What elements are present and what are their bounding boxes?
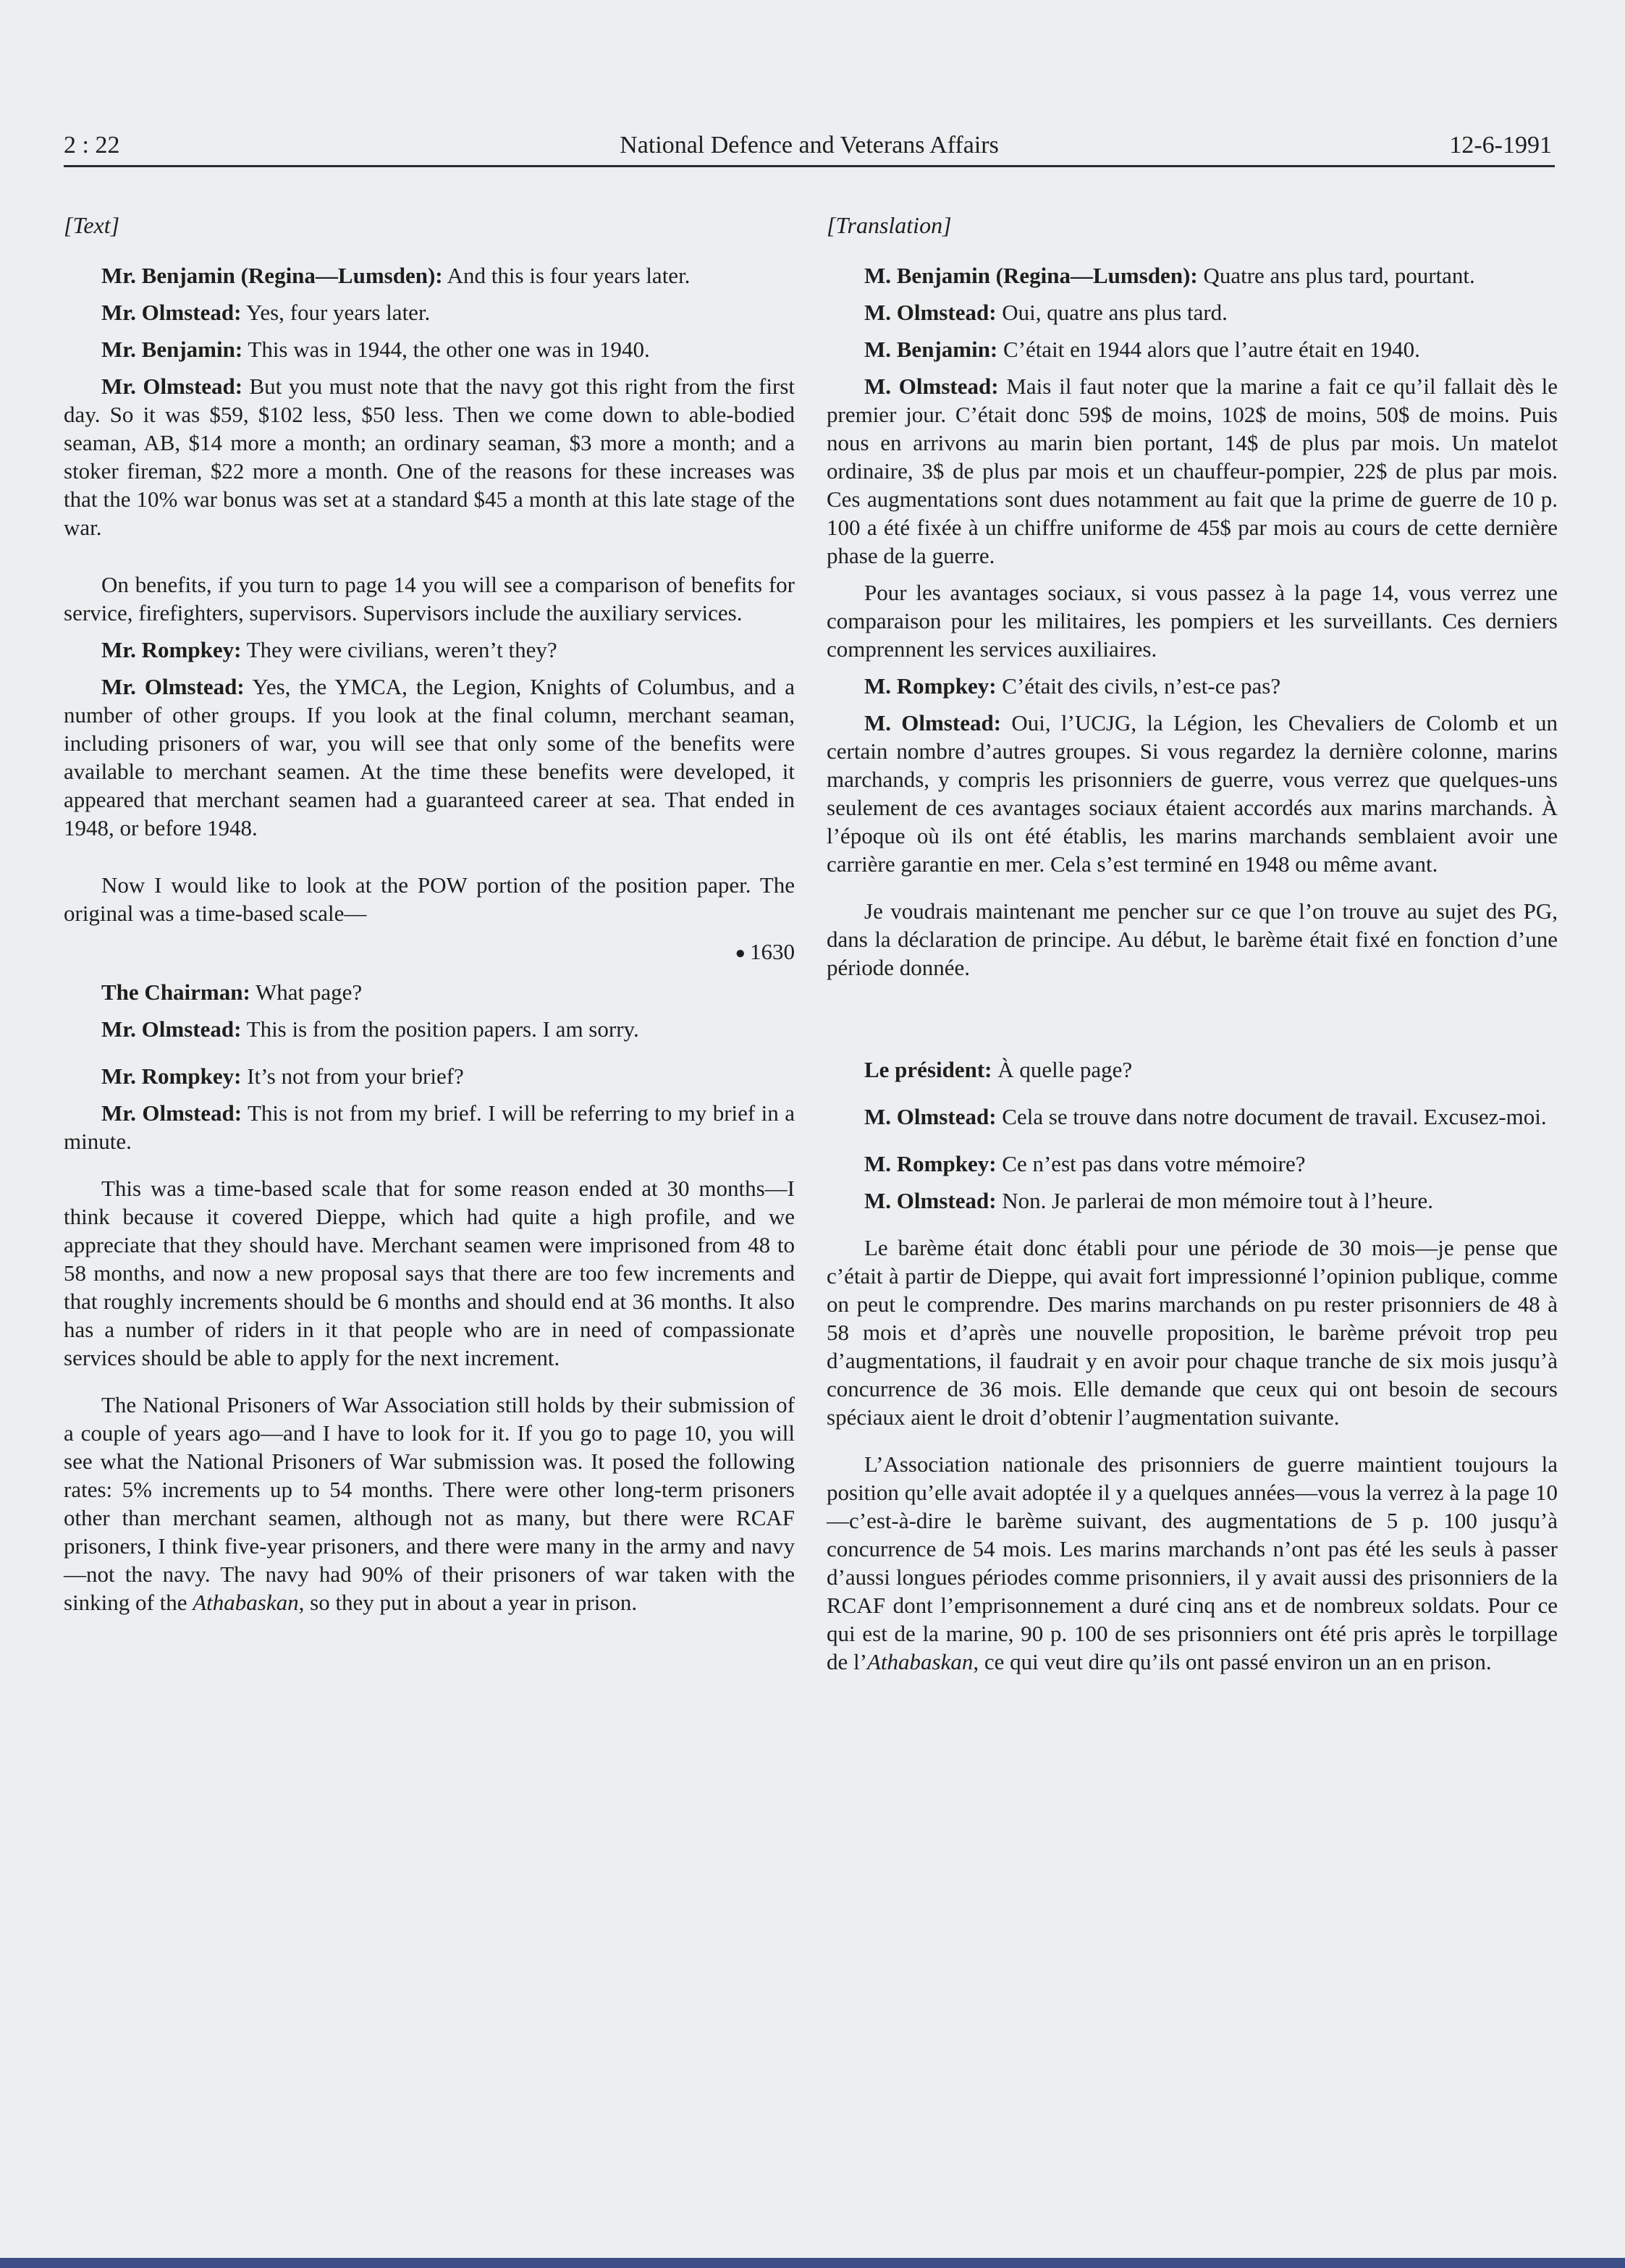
- paragraph-text: It’s not from your brief?: [241, 1063, 464, 1089]
- speaker-name: Mr. Rompkey:: [101, 637, 242, 662]
- speaker-name: The Chairman:: [101, 979, 250, 1006]
- speaker-name: Mr. Benjamin:: [101, 337, 243, 362]
- paragraph-text: But you must note that the navy got this right from the first day. So it was $59, $102 less, $50 less. Then we come down to able-bodied seaman, AB, $14 more a month; an ordinary seaman, $3 more a month; and a stoker fireman, $22 more a month. One of the reasons for these increases was that the 10% war bonus was set at a standard $45 a month at this late stage of the war.: [64, 374, 795, 540]
- speaker-name: Mr. Olmstead:: [101, 374, 243, 399]
- ship-name: Athabaskan: [866, 1649, 974, 1674]
- transcript-paragraph: [64, 298, 795, 326]
- transcript-paragraph: [64, 871, 795, 927]
- speaker-name: Mr. Olmstead:: [101, 674, 245, 699]
- paragraph-text: Le barème était donc établi pour une période de 30 mois—je pense que c’était à partir de Dieppe, qui avait fort impressionné l’opinion publique, comme on peut le comprendre. Des marins marchands on pu rester prisonniers de 48 à 58 mois et d’après une nouvelle proposition, le barème prévoit trop peu d’augmentations, il faudrait y en avoir pour chaque tranche de six mois jusqu’à concurrence de 36 mois. Elle demande que ceux qui ont besoin de secours spéciaux aient le droit d’obtenir l’augmentation suivante.: [827, 1235, 1558, 1430]
- running-header: [64, 127, 1555, 168]
- transcript-paragraph: [827, 335, 1558, 363]
- transcript-paragraph: [827, 372, 1558, 570]
- transcript-paragraph: [64, 261, 795, 290]
- english-column: [64, 211, 795, 1625]
- paragraph-text: They were civilians, weren’t they?: [241, 637, 557, 662]
- paragraph-text: À quelle page?: [992, 1057, 1133, 1082]
- speaker-name: M. Benjamin (Regina—Lumsden):: [864, 263, 1198, 288]
- transcript-paragraph: [64, 673, 795, 842]
- transcript-paragraph: [64, 1099, 795, 1155]
- transcript-paragraph: [64, 1174, 795, 1372]
- speaker-name: M. Rompkey:: [864, 1151, 997, 1176]
- speaker-name: Mr. Olmstead:: [101, 1016, 242, 1042]
- column-tag: [Text]: [64, 212, 120, 238]
- transcript-paragraph: [827, 261, 1558, 290]
- paragraph-text: , ce qui veut dire qu’ils ont passé environ un an en prison.: [973, 1649, 1492, 1674]
- paragraph-text: Mais il faut noter que la marine a fait ce qu’il fallait dès le premier jour. C’était donc 59$ de moins, 102$ de moins, 50$ de moins. Puis nous en arrivons au marin bien portant, 14$ de plus par mois. Un matelot ordinaire, 3$ de plus par mois et un chauffeur-pompier, 22$ de plus par mois. Ces augmentations sont dues notamment au fait que la prime de guerre de 10 p. 100 a été fixée à un chiffre uniforme de 45$ par mois au cours de cette dernière phase de la guerre.: [827, 374, 1558, 568]
- transcript-paragraph: [64, 1062, 795, 1090]
- paragraph-text: What page?: [250, 979, 363, 1006]
- transcript-paragraph: [827, 1055, 1558, 1084]
- speaker-name: M. Olmstead:: [864, 1104, 997, 1129]
- transcript-paragraph: [827, 1234, 1558, 1431]
- transcript-paragraph: [64, 1391, 795, 1616]
- transcript-paragraph: [827, 578, 1558, 663]
- paragraph-text: C’était en 1944 alors que l’autre était en 1940.: [997, 337, 1420, 362]
- paragraph-text: Je voudrais maintenant me pencher sur ce que l’on trouve au sujet des PG, dans la déclaration de principe. Au début, le barème était fixé en fonction d’une période donnée.: [827, 898, 1558, 980]
- transcript-paragraph: [827, 1186, 1558, 1215]
- paragraph-text: Ce n’est pas dans votre mémoire?: [996, 1151, 1306, 1176]
- paragraph-text: On benefits, if you turn to page 14 you will see a comparison of benefits for service, firefighters, supervisors. Supervisors include the auxiliary services.: [64, 572, 795, 625]
- column-tag: [Translation]: [827, 212, 952, 238]
- paragraph-text: L’Association nationale des prisonniers de guerre maintient toujours la position qu’elle avait adoptée il y a quelques années—vous la verrez à la page 10—c’est-à-dire le barème suivant, des augmentations de 5 p. 100 jusqu’à concurrence de 54 mois. Les marins marchands n’ont pas été les seuls à passer d’aussi longues périodes comme prisonniers, il y avait aussi des prisonniers de la RCAF dont l’emprisonnement a duré cinq ans et de nombreux soldats. Pour ce qui est de la marine, 90 p. 100 de ses prisonniers ont été pris après le torpillage de l’: [827, 1451, 1558, 1674]
- transcript-paragraph: [64, 335, 795, 363]
- header-rule: [64, 165, 1555, 167]
- bullet-icon: ●: [735, 944, 746, 964]
- speaker-name: Le président:: [864, 1057, 992, 1082]
- transcript-paragraph: [827, 1103, 1558, 1131]
- transcript-paragraph: [64, 1015, 795, 1043]
- speaker-name: M. Olmstead:: [864, 710, 1002, 735]
- column-spacer: [827, 990, 1558, 1055]
- speaker-name: M. Olmstead:: [864, 1188, 997, 1213]
- speaker-name: M. Olmstead:: [864, 374, 999, 399]
- paragraph-text: This is from the position papers. I am sorry.: [241, 1016, 639, 1042]
- paragraph-text: Now I would like to look at the POW portion of the position paper. The original was a time-based scale—: [64, 872, 795, 926]
- page-number: 2 : 22: [64, 132, 120, 159]
- speaker-name: M. Benjamin:: [864, 337, 998, 362]
- speaker-name: Mr. Olmstead:: [101, 1100, 242, 1126]
- scan-edge: [0, 2258, 1625, 2268]
- transcript-paragraph: [827, 897, 1558, 982]
- paragraph-text: Quatre ans plus tard, pourtant.: [1197, 263, 1475, 288]
- paragraph-text: , so they put in about a year in prison.: [298, 1590, 638, 1616]
- header-date: 12-6-1991: [1449, 132, 1552, 159]
- paragraph-text: This is not from my brief. I will be referring to my brief in a minute.: [64, 1100, 795, 1155]
- paragraph-text: This was a time-based scale that for some reason ended at 30 months—I think because it covered Dieppe, which had quite a high profile, and we appreciate that they should have. Merchant seamen were imprisoned from 48 to 58 months, and now a new proposal says that there are too few increments and that roughly increments should be 6 months and should end at 36 months. It also has a number of riders in it that people who are in need of compassionate services should be able to apply for the next increment.: [64, 1176, 795, 1371]
- paragraph-text: The National Prisoners of War Association still holds by their submission of a couple of years ago—and I have to look for it. If you go to page 10, you will see what the National Prisoners of War submission was. It posed the following rates: 5% increments up to 54 months. There were other long-term prisoners other than merchant seamen, although not as many, but there were RCAF prisoners, I think five-year prisoners, and there were many in the army and navy—not the navy. The navy had 90% of their prisoners of war taken with the sinking of the: [64, 1392, 795, 1616]
- transcript-paragraph: [64, 372, 795, 541]
- paragraph-text: Oui, l’UCJG, la Légion, les Chevaliers de Colomb et un certain nombre d’autres groupes. Si vous regardez la dernière colonne, marins marchands, y compris les prisonniers de guerre, vous verrez que quelques-uns seulement de ces avantages sociaux étaient accordés aux marins marchands. À l’époque où ils ont été établis, les marins marchands semblaient avoir une carrière garantie en mer. Cela s’est terminé en 1948 ou même avant.: [827, 710, 1558, 877]
- transcript-paragraph: [827, 672, 1558, 700]
- transcript-paragraph: [827, 709, 1558, 878]
- transcript-paragraph: [827, 298, 1558, 326]
- time-marker: [64, 937, 795, 968]
- time-marker-value: 1630: [750, 939, 795, 964]
- speaker-name: Mr. Benjamin (Regina—Lumsden):: [101, 263, 443, 288]
- paragraph-text: Oui, quatre ans plus tard.: [996, 300, 1228, 325]
- paragraph-text: And this is four years later.: [442, 263, 691, 288]
- paragraph-text: C’était des civils, n’est-ce pas?: [996, 673, 1281, 699]
- paragraph-text: Pour les avantages sociaux, si vous passez à la page 14, vous verrez une comparaison pour les militaires, les pompiers et les surveillants. Ces derniers comprennent les services auxiliaires.: [827, 580, 1558, 662]
- paragraph-text: Non. Je parlerai de mon mémoire tout à l’heure.: [996, 1188, 1433, 1213]
- transcript-paragraph: [64, 636, 795, 664]
- transcript-paragraph: [64, 570, 795, 627]
- publication-title: National Defence and Veterans Affairs: [620, 132, 999, 159]
- paragraph-text: This was in 1944, the other one was in 1940.: [242, 337, 650, 362]
- paragraph-text: Yes, four years later.: [241, 300, 431, 325]
- ship-name: Athabaskan: [193, 1590, 299, 1616]
- french-column: [827, 211, 1558, 1685]
- speaker-name: M. Rompkey:: [864, 673, 997, 699]
- speaker-name: Mr. Rompkey:: [101, 1063, 242, 1089]
- speaker-name: Mr. Olmstead:: [101, 300, 242, 325]
- paragraph-text: Cela se trouve dans notre document de travail. Excusez-moi.: [996, 1104, 1547, 1129]
- paragraph-text: Yes, the YMCA, the Legion, Knights of Columbus, and a number of other groups. If you look at the final column, merchant seaman, including prisoners of war, you will see that only some of the benefits were available to merchant seamen. At the time these benefits were developed, it appeared that merchant seamen had a guaranteed career at sea. That ended in 1948, or before 1948.: [64, 674, 795, 840]
- speaker-name: M. Olmstead:: [864, 300, 997, 325]
- transcript-paragraph: [827, 1450, 1558, 1676]
- transcript-paragraph: [64, 978, 795, 1006]
- transcript-paragraph: [827, 1150, 1558, 1178]
